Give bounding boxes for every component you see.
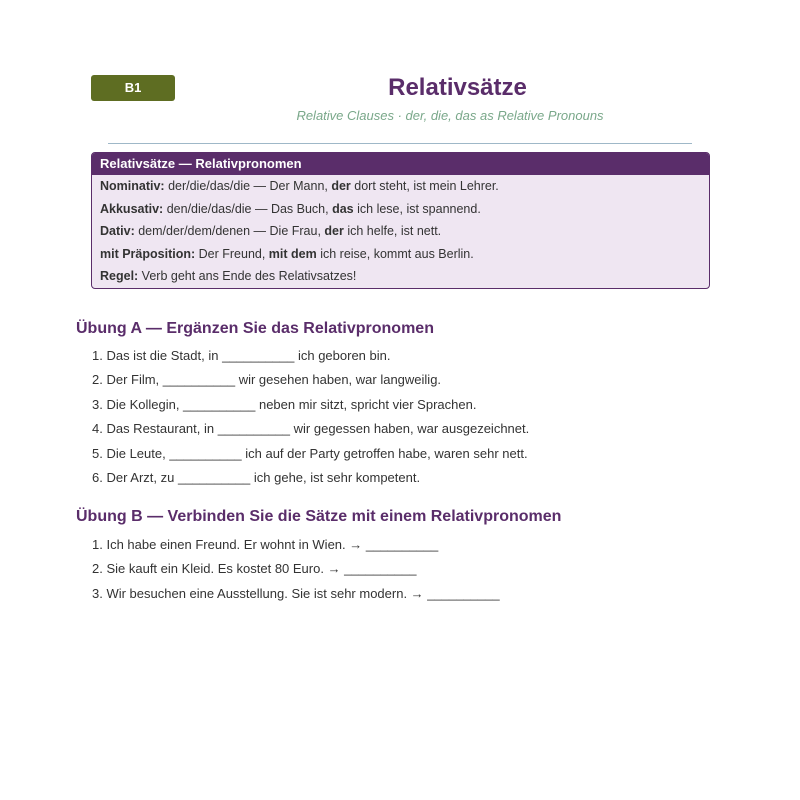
- grammar-row-forms: dem/der/dem/denen — Die Frau,: [134, 224, 325, 238]
- exercise-a-item: 4. Das Restaurant, in __________ wir gegessen haben, war ausgezeichnet.: [92, 421, 530, 437]
- grammar-row-rest: ich reise, kommt aus Berlin.: [316, 246, 474, 261]
- exercise-b-list: [92, 533, 500, 606]
- grammar-row-label: Akkusativ:: [100, 201, 164, 216]
- exercise-b-heading: Übung B — Verbinden Sie die Sätze mit einem Relativpronomen: [76, 508, 562, 525]
- exercise-a-item: 5. Die Leute, __________ ich auf der Party getroffen habe, waren sehr nett.: [92, 445, 528, 461]
- exercise-a-item: 6. Der Arzt, zu __________ ich gehe, ist sehr kompetent.: [92, 469, 421, 485]
- grammar-row-emphasis: der: [331, 179, 351, 193]
- grammar-box: [91, 152, 710, 289]
- exercise-b-item: 3. Wir besuchen eine Ausstellung. Sie ist sehr modern. → __________: [92, 585, 500, 601]
- exercise-b-item: 1. Ich habe einen Freund. Er wohnt in Wien. → __________: [92, 537, 439, 552]
- exercise-a-heading: Übung A — Ergänzen Sie das Relativpronomen: [76, 320, 434, 337]
- grammar-row-regel: [92, 265, 709, 288]
- grammar-row-emphasis: mit dem: [268, 246, 317, 261]
- grammar-row-rest: ich lese, ist spannend.: [353, 201, 481, 216]
- exercise-a-item: 2. Der Film, __________ wir gesehen haben, war langweilig.: [92, 372, 442, 388]
- grammar-row-forms: Der Freund,: [195, 246, 269, 261]
- page-subtitle: Relative Clauses · der, die, das as Relative Pronouns: [296, 108, 604, 123]
- grammar-row-akkusativ: [92, 198, 709, 221]
- exercise-b-item: 2. Sie kauft ein Kleid. Es kostet 80 Euro. → __________: [92, 561, 417, 577]
- grammar-row-forms: den/die/das/die — Das Buch,: [163, 201, 333, 216]
- level-badge: B1: [91, 75, 175, 101]
- divider: [108, 143, 692, 144]
- grammar-row-emphasis: der: [324, 224, 344, 238]
- grammar-box-heading: Relativsätze — Relativpronomen: [92, 153, 709, 175]
- grammar-row-praeposition: [92, 243, 709, 266]
- grammar-row-label: Regel:: [100, 269, 139, 283]
- grammar-row-forms: der/die/das/die — Der Mann,: [164, 179, 332, 193]
- grammar-row-label: mit Präposition:: [100, 246, 196, 261]
- exercise-a-item: 1. Das ist die Stadt, in __________ ich geboren bin.: [92, 348, 391, 363]
- grammar-row-label: Nominativ:: [100, 179, 165, 193]
- exercise-a-item: 3. Die Kollegin, __________ neben mir sitzt, spricht vier Sprachen.: [92, 396, 477, 412]
- grammar-row-forms: Verb geht ans Ende des Relativsatzes!: [138, 269, 357, 283]
- grammar-row-emphasis: das: [332, 201, 354, 216]
- page-title: Relativsätze: [388, 74, 527, 101]
- grammar-row-dativ: [92, 220, 709, 243]
- grammar-row-nominativ: [92, 175, 709, 198]
- grammar-row-label: Dativ:: [100, 224, 135, 238]
- grammar-row-rest: dort steht, ist mein Lehrer.: [350, 179, 499, 193]
- exercise-a-list: [92, 344, 529, 490]
- grammar-row-rest: ich helfe, ist nett.: [343, 224, 442, 238]
